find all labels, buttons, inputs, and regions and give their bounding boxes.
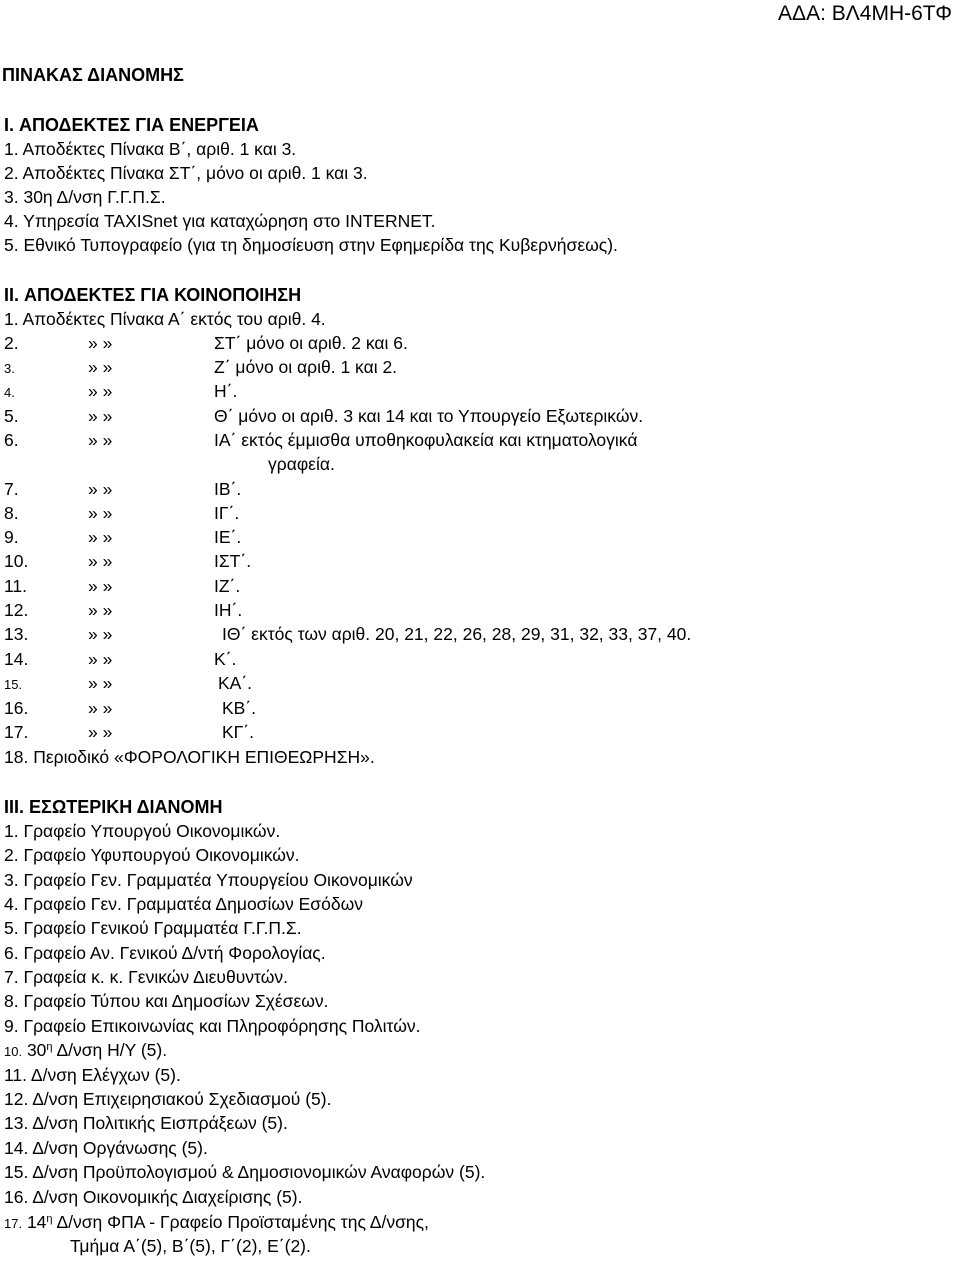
page-title: ΠΙΝΑΚΑΣ ΔΙΑΝΟΜΗΣ bbox=[2, 65, 184, 85]
list-item: 10. $30^\eta$ Δ/νση Η/Υ (5). bbox=[4, 1040, 168, 1060]
list-item: 2. Γραφείο Υφυπουργού Οικονομικών. bbox=[4, 845, 300, 865]
list-item: 7. Γραφεία κ. κ. Γενικών Διευθυντών. bbox=[4, 967, 288, 987]
list-item: 16. » » ΚΒ΄. bbox=[4, 698, 257, 718]
list-item: 14. » » Κ΄. bbox=[4, 649, 237, 669]
list-item: 8. » » ΙΓ΄. bbox=[4, 503, 240, 523]
list-item: 9. Γραφείο Επικοινωνίας και Πληροφόρησης Πολιτών. bbox=[4, 1016, 421, 1036]
list-item: 9. » » ΙΕ΄. bbox=[4, 527, 242, 547]
list-item: 3. Γραφείο Γεν. Γραμματέα Υπουργείου Οικονομικών bbox=[4, 870, 413, 890]
section-heading: II. ΑΠΟΔΕΚΤΕΣ ΓΙΑ ΚΟΙΝΟΠΟΙΗΣΗ bbox=[4, 285, 302, 305]
list-item: 18. Περιοδικό «ΦΟΡΟΛΟΓΙΚΗ ΕΠΙΘΕΩΡΗΣΗ». bbox=[4, 747, 375, 767]
list-item: 11. » » ΙΖ΄. bbox=[4, 576, 241, 596]
list-item: 13. Δ/νση Πολιτικής Εισπράξεων (5). bbox=[4, 1113, 288, 1133]
section-heading: I. ΑΠΟΔΕΚΤΕΣ ΓΙΑ ΕΝΕΡΓΕΙΑ bbox=[4, 115, 259, 135]
list-item: 6. » » ΙΑ΄ εκτός έμμισθα υποθηκοφυλακεία και κτηματολογικά bbox=[4, 430, 638, 450]
list-item: 2. Αποδέκτες Πίνακα ΣΤ΄, μόνο οι αριθ. 1 και 3. bbox=[4, 163, 368, 183]
list-item: 6. Γραφείο Αν. Γενικού Δ/ντή Φορολογίας. bbox=[4, 943, 326, 963]
section-heading: III. ΕΣΩΤΕΡΙΚΗ ΔΙΑΝΟΜΗ bbox=[4, 797, 223, 817]
list-item: 3. » » Ζ΄ μόνο οι αριθ. 1 και 2. bbox=[4, 357, 398, 377]
list-item: 14. Δ/νση Οργάνωσης (5). bbox=[4, 1138, 208, 1158]
list-item: 5. » » Θ΄ μόνο οι αριθ. 3 και 14 και το Υπουργείο Εξωτερικών. bbox=[4, 406, 644, 426]
list-item: 7. » » ΙΒ΄. bbox=[4, 479, 242, 499]
list-item: 3. 30η Δ/νση Γ.Γ.Π.Σ. bbox=[4, 187, 166, 207]
list-item: 11. Δ/νση Ελέγχων (5). bbox=[4, 1065, 181, 1085]
list-item-continuation: γραφεία. bbox=[268, 454, 335, 474]
list-item: 12. » » ΙΗ΄. bbox=[4, 600, 243, 620]
list-item: 17. » » ΚΓ΄. bbox=[4, 722, 255, 742]
list-item: 8. Γραφείο Τύπου και Δημοσίων Σχέσεων. bbox=[4, 991, 329, 1011]
list-item-continuation: Τμήμα Α΄(5), Β΄(5), Γ΄(2), Ε΄(2). bbox=[70, 1236, 311, 1256]
list-item: 10. » » ΙΣΤ΄. bbox=[4, 551, 252, 571]
list-item: 5. Γραφείο Γενικού Γραμματέα Γ.Γ.Π.Σ. bbox=[4, 918, 302, 938]
list-item: 1. Αποδέκτες Πίνακα Β΄, αριθ. 1 και 3. bbox=[4, 139, 297, 159]
document-code: ΑΔΑ: ΒΛ4ΜΗ-6ΤΦ bbox=[778, 2, 952, 25]
list-item: 16. Δ/νση Οικονομικής Διαχείρισης (5). bbox=[4, 1187, 303, 1207]
list-item: 4. Υπηρεσία TAXISnet για καταχώρηση στο INTERNET. bbox=[4, 211, 436, 231]
list-item: 4. Γραφείο Γεν. Γραμματέα Δημοσίων Εσόδων bbox=[4, 894, 363, 914]
list-item: 15. Δ/νση Προϋπολογισμού & Δημοσιονομικών Αναφορών (5). bbox=[4, 1162, 486, 1182]
list-item: 2. » » ΣΤ΄ μόνο οι αριθ. 2 και 6. bbox=[4, 333, 408, 353]
list-item: 15. » » ΚΑ΄. bbox=[4, 673, 253, 693]
list-item: 1. Γραφείο Υπουργού Οικονομικών. bbox=[4, 821, 281, 841]
list-item: 17. $14^\eta$ Δ/νση ΦΠΑ - Γραφείο Προϊσταμένης της Δ/νσης, bbox=[4, 1212, 429, 1232]
list-item: 1. Αποδέκτες Πίνακα Α΄ εκτός του αριθ. 4. bbox=[4, 309, 326, 329]
list-item: 13. » » ΙΘ΄ εκτός των αριθ. 20, 21, 22, 26, 28, 29, 31, 32, 33, 37, 40. bbox=[4, 624, 692, 644]
list-item: 4. » » Η΄. bbox=[4, 381, 238, 401]
list-item: 12. Δ/νση Επιχειρησιακού Σχεδιασμού (5). bbox=[4, 1089, 332, 1109]
list-item: 5. Εθνικό Τυπογραφείο (για τη δημοσίευση στην Εφημερίδα της Κυβερνήσεως). bbox=[4, 235, 618, 255]
